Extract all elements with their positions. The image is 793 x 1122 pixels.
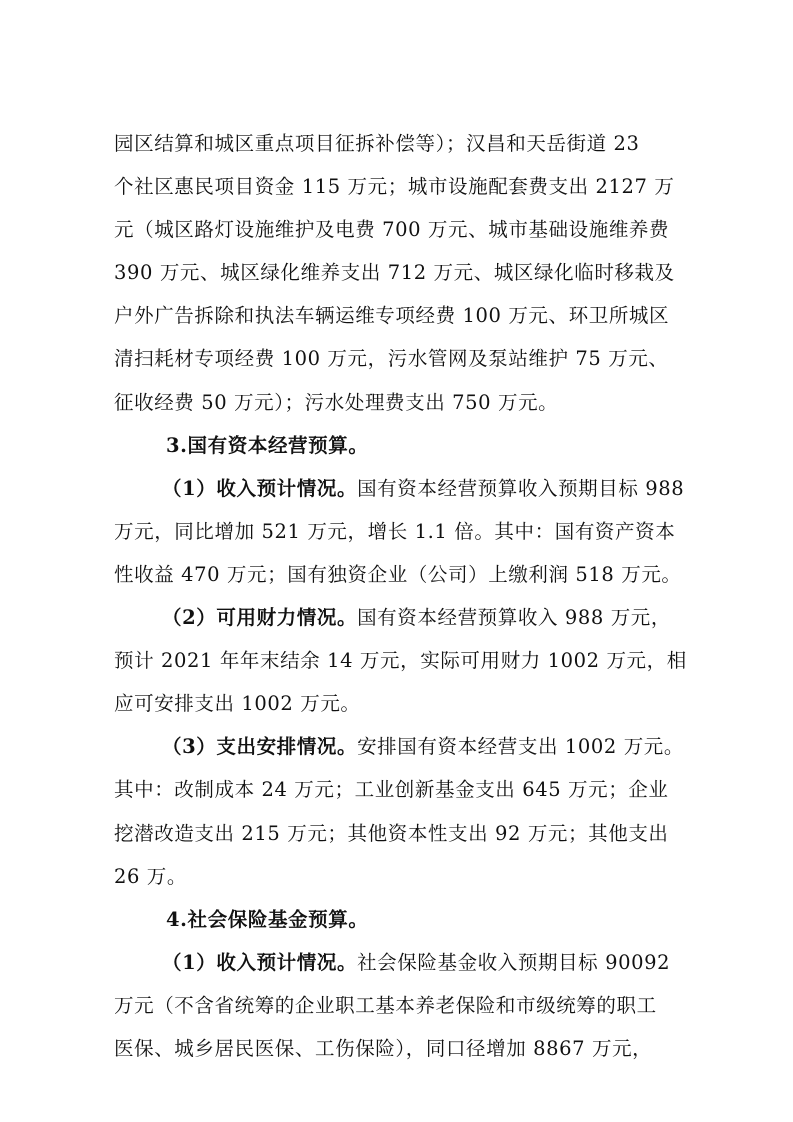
- text-line: 应可安排支出 1002 万元。: [114, 692, 361, 716]
- text-line: 清扫耗材专项经费 100 万元，污水管网及泵站维护 75 万元、: [114, 347, 669, 371]
- text-line: 其中：改制成本 24 万元；工业创新基金支出 645 万元；企业: [114, 778, 669, 802]
- text-line: 26 万。: [114, 864, 188, 888]
- paragraph-label: （1）收入预计情况。: [162, 476, 358, 500]
- text-line: 挖潜改造支出 215 万元；其他资本性支出 92 万元；其他支出: [114, 821, 669, 845]
- paragraph-label: （2）可用财力情况。: [162, 606, 358, 630]
- text-line: 万元（不含省统筹的企业职工基本养老保险和市级统筹的职工: [114, 993, 657, 1017]
- paragraph-text: 国有资本经营预算收入预期目标 988: [357, 476, 685, 500]
- text-line: 户外广告拆除和执法车辆运维专项经费 100 万元、环卫所城区: [114, 304, 670, 328]
- paragraph-text: 安排国有资本经营支出 1002 万元。: [357, 735, 685, 759]
- text-line: 390 万元、城区绿化维养支出 712 万元、城区绿化临时移栽及: [114, 261, 675, 285]
- text-line: 个社区惠民项目资金 115 万元；城市设施配套费支出 2127 万: [114, 175, 675, 199]
- paragraph-text: 国有资本经营预算收入 988 万元，: [357, 606, 671, 630]
- paragraph-text: 社会保险基金收入预期目标 90092: [357, 950, 671, 974]
- text-line: 性收益 470 万元；国有独资企业（公司）上缴利润 518 万元。: [114, 562, 682, 586]
- text-line: 预计 2021 年年末结余 14 万元，实际可用财力 1002 万元，相: [114, 649, 687, 673]
- document-body: [114, 122, 704, 1070]
- text-line: 医保、城乡居民医保、工伤保险），同口径增加 8867 万元，: [114, 1036, 653, 1060]
- text-line: 园区结算和城区重点项目征拆补偿等）；汉昌和天岳街道 23: [114, 132, 640, 155]
- text-line: 元（城区路灯设施维护及电费 700 万元、城市基础设施维养费: [114, 218, 670, 242]
- paragraph-label: （1）收入预计情况。: [162, 950, 358, 974]
- text-line: 征收经费 50 万元）；污水处理费支出 750 万元。: [114, 390, 559, 414]
- paragraph-first-line: [114, 467, 704, 510]
- paragraph-first-line: [114, 596, 704, 639]
- section-heading-4: 4.社会保险基金预算。: [166, 907, 369, 931]
- text-line: 万元，同比增加 521 万元，增长 1.1 倍。其中：国有资产资本: [114, 519, 676, 543]
- paragraph-label: （3）支出安排情况。: [162, 735, 358, 759]
- paragraph-first-line: [114, 941, 704, 984]
- paragraph-first-line: [114, 725, 704, 768]
- section-heading-3: 3.国有资本经营预算。: [166, 433, 369, 457]
